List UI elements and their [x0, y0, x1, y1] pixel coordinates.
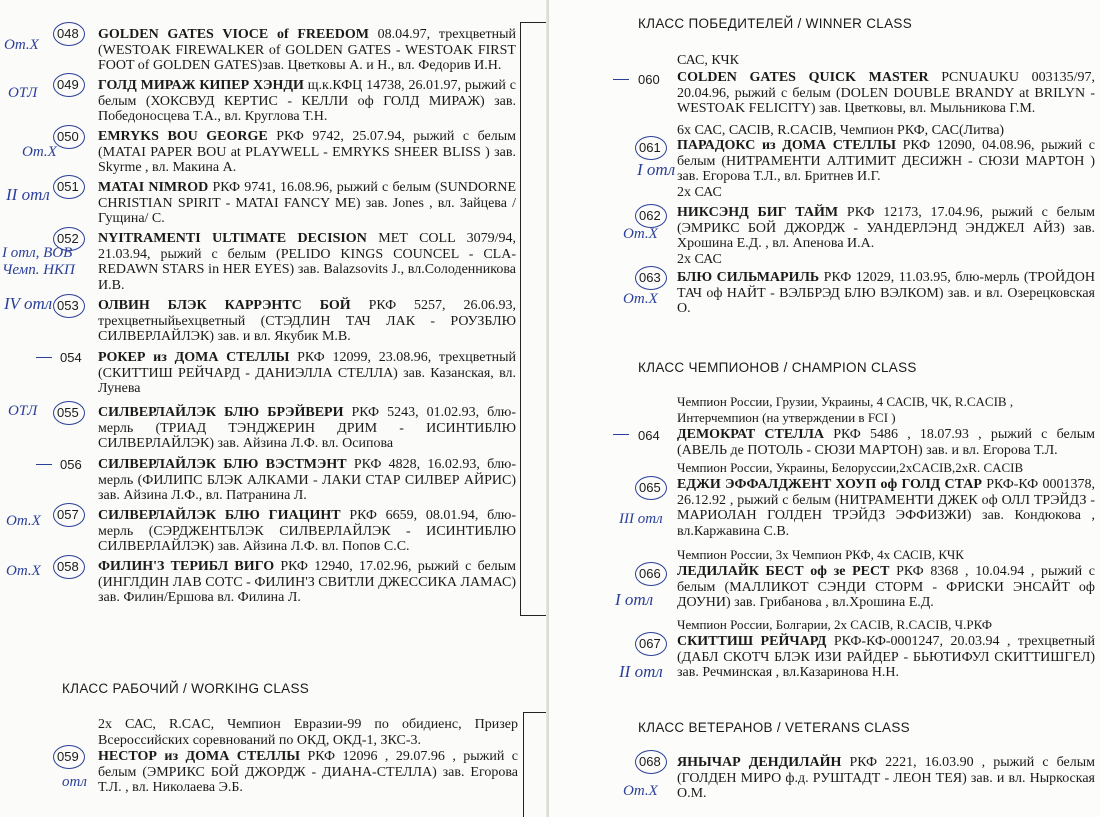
dog-name: MATAI NIMROD	[98, 180, 209, 195]
catalog-entry	[98, 298, 516, 345]
entry-number: 067	[639, 636, 661, 651]
dog-name: СИЛВЕРЛАЙЛЭК БЛЮ ГИАЦИНТ	[98, 508, 341, 523]
handwritten-grade: От.Х	[623, 291, 658, 307]
entry-titles: 2х САС	[677, 252, 722, 267]
entry-details: РКФ 6659, 08.01.94, блю-мерль (СЭРДЖЕНТБЛЭК СИЛВЕРЛАЙЛЭК - ИСИНТИБЛЮ СИЛВЕРЛАЙЛЭК) зав. Айзина Л.Ф. вл. Попов С.С.	[98, 508, 516, 555]
catalog-entry	[677, 70, 1095, 117]
entry-titles: Чемпион России, 3х Чемпион РКФ, 4х САСIB, КЧК	[677, 547, 964, 562]
catalog-entry	[677, 270, 1095, 317]
handwritten-grade: I отл	[637, 160, 676, 179]
dash-mark	[36, 357, 52, 358]
handwritten-grade: IV отл	[4, 294, 53, 313]
handwritten-grade: От.Х	[6, 563, 41, 579]
entry-details: РКФ 9742, 25.07.94, рыжий с белым (MATAI PAPER BOU at PLAYWELL - EMRYKS SHEER BLISS ) зав. Skyrme , вл. Макина А.	[98, 129, 516, 176]
entry-number: 060	[638, 72, 660, 87]
entry-details: РКФ 12090, 04.08.96, рыжий с белым (НИТРАМЕНТИ АЛТИМИТ ДЕСИЖН - СЮЗИ МАРТОН ) зав. Егорова Т.Л., вл. Бритнев И.Г.	[677, 138, 1095, 185]
catalog-entry	[677, 755, 1095, 802]
catalog-entry	[677, 564, 1095, 611]
catalog-entry	[98, 350, 516, 397]
catalog-entry	[677, 205, 1095, 252]
handwritten-grade: ОТЛ	[8, 85, 38, 101]
catalog-entry	[98, 180, 516, 227]
handwritten-grade: От.Х	[6, 513, 41, 529]
dog-name: СКИТТИШ РЕЙЧАРД	[677, 634, 827, 649]
catalog-entry	[677, 634, 1095, 681]
right-page	[549, 0, 1100, 817]
catalog-entry	[98, 749, 518, 796]
section-heading-veterans: КЛАСС ВЕТЕРАНОВ / VETERANS CLASS	[638, 720, 910, 735]
section-heading-champion: КЛАСС ЧЕМПИОНОВ / CHAMPION CLASS	[638, 360, 917, 375]
dog-name: СИЛВЕРЛАЙЛЭК БЛЮ БРЭЙВЕРИ	[98, 405, 344, 420]
entry-details: РКФ 9741, 16.08.96, рыжий с белым (SUNDORNE CHRISTIAN SPIRIT - MATAI FANCY ME) зав. Jones , вл. Зайцева /Гущина/ С.	[98, 180, 517, 227]
handwritten-grade: От.Х	[623, 226, 658, 242]
dog-name: ДЕМОКРАТ СТЕЛЛА	[677, 427, 824, 442]
dog-name: ГОЛД МИРАЖ КИПЕР ХЭНДИ	[98, 78, 304, 93]
dog-name: ПАРАДОКС из ДОМА СТЕЛЛЫ	[677, 138, 896, 153]
catalog-entry	[98, 129, 516, 176]
catalog-entry	[677, 138, 1095, 185]
entry-details: MET COLL 3079/94, 21.03.94, рыжий с белым (PELIDO KINGS COUNCEL - CLA-REDAWN STARS in HER EYES) зав. Balazsovits J., вл.Солоденникова И.В.	[98, 231, 516, 293]
dash-mark	[613, 79, 629, 80]
entry-details: РКФ 2221, 16.03.90 , рыжий с белым (ГОЛДЕН МИРО ф.д. РУШТАДТ - ЛЕОН ТЕЯ) зав. и вл. Ныркоская О.М.	[677, 755, 1095, 802]
dog-name: ЕДЖИ ЭФФАЛДЖЕНТ ХОУП оф ГОЛД СТАР	[677, 477, 982, 492]
left-page	[0, 0, 549, 817]
handwritten-grade: II отл	[6, 185, 50, 204]
handwritten-grade: отл	[62, 774, 87, 790]
entry-number: 055	[57, 405, 79, 420]
section-heading-winner: КЛАСС ПОБЕДИТЕЛЕЙ / WINNER CLASS	[638, 16, 913, 31]
entry-details: 08.04.97, трехцветный (WESTOAK FIREWALKER of GOLDEN GATES - WESTOAK FIRST FOOT of GOLDEN GATES)зав. Цветковы А. и Н., вл. Федорив И.Н.	[98, 27, 516, 74]
dog-name: БЛЮ СИЛЬМАРИЛЬ	[677, 270, 820, 285]
entry-number: 056	[60, 457, 82, 472]
dash-mark	[36, 464, 52, 465]
dog-name: ЯНЫЧАР ДЕНДИЛАЙН	[677, 755, 842, 770]
entry-details: РКФ 12940, 17.02.96, рыжий с белым (ИНГЛДИН ЛАВ СОТС - ФИЛИН'З СВИТЛИ ДЖЕССИКА ЛАМАС) зав. Филин/Ершова вл. Филина Л.	[98, 559, 516, 606]
entry-titles: 6х САС, САСIB, R.CACIB, Чемпион РКФ, САС(Литва)	[677, 123, 1005, 138]
dog-name: НИКСЭНД БИГ ТАЙМ	[677, 205, 839, 220]
entry-details: PCNUAUKU 003135/97, 20.04.96, рыжий с белым (DOLEN DOUBLE BRANDY at BRILYN - WESTOAK FELICITY) зав. Цветковы, вл. Мыльникова Г.М.	[677, 70, 1095, 117]
entry-number: 061	[639, 140, 661, 155]
result-box	[520, 22, 548, 616]
entry-details: РКФ 5486 , 18.07.93 , рыжий с белым (АВЕЛЬ де ПОТОЛЬ - СЮЗИ МАРТОН) зав. и вл. Егорова Т.Л.	[677, 427, 1095, 458]
result-box	[523, 712, 548, 817]
entry-details: щ.к.КФЦ 14738, 26.01.97, рыжий с белым (ХОКСВУД КЕРТИС - КЕЛЛИ оф ГОЛД МИРАЖ) зав. Победоносцева Т.А., вл. Круглова Т.Н.	[98, 78, 516, 125]
entry-titles: Чемпион России, Болгарии, 2х CACIB, R.CACIB, Ч.РКФ	[677, 617, 992, 632]
entry-number: 062	[639, 208, 661, 223]
dash-mark	[613, 434, 629, 435]
handwritten-grade: I отл	[615, 590, 654, 609]
section-heading-working: КЛАСС РАБОЧИЙ / WORKIHG CLASS	[62, 681, 310, 696]
entry-details: РКФ 12173, 17.04.96, рыжий с белым (ЭМРИКС БОЙ ДЖОРДЖ - УАНДЕРЛЭНД ЭНДЖЕЛ АЙЗ) зав. Хрошина Е.Д. , вл. Апенова И.А.	[677, 205, 1095, 252]
entry-number: 065	[639, 480, 661, 495]
entry-details: РКФ-КФ-0001247, 20.03.94 , трехцветный (ДАБЛ СКОТЧ БЛЭК ИЗИ РАЙДЕР - БЬЮТИФУЛ СКИТТИШГЕЛ) зав. Речминская , вл.Казаринова Н.Н.	[677, 634, 1095, 681]
handwritten-grade: От.Х	[22, 144, 57, 160]
dog-name: ЛЕДИЛАЙК БЕСТ оф зе РЕСТ	[677, 564, 890, 579]
handwritten-grade: От.Х	[623, 783, 658, 799]
dog-name: ФИЛИН'З ТЕРИБЛ ВИГО	[98, 559, 275, 574]
entry-titles: Чемпион России, Грузии, Украины, 4 САСIB, ЧК, R.CACIB , Интерчемпион (на утверждении в FCI )	[677, 394, 1014, 425]
entry-details: РКФ 5243, 01.02.93, блю-мерль (ТРИАД ТЭНДЖЕРИН ДРИМ - ИСИНТИБЛЮ СИЛВЕРЛАЙЛЭК) зав. Айзина Л.Ф. вл. Осипова	[98, 405, 517, 452]
entry-number: 053	[57, 298, 79, 313]
entry-titles: САС, КЧК	[677, 53, 739, 68]
handwritten-title: Чемп. НКП	[2, 262, 75, 278]
catalog-entry	[98, 559, 516, 606]
entry-details: РКФ 5257, 26.06.93, трехцветныйьехцветный (СТЭДЛИН ТАЧ ЛАК - РОУЗБЛЮ СИЛВЕРЛАЙЛЭК) зав. и вл. Якубик М.В.	[98, 298, 516, 345]
dog-name: GOLDEN GATES VIOCE of FREEDOM	[98, 27, 369, 42]
entry-number: 063	[639, 270, 661, 285]
entry-titles: Чемпион России, Украины, Белоруссии,2хCACIB,2хR. CACIB	[677, 460, 1024, 475]
catalog-entry	[677, 427, 1095, 458]
entry-titles: 2х САС	[677, 185, 722, 200]
catalog-entry	[98, 508, 516, 555]
handwritten-grade: II отл	[619, 662, 663, 681]
dog-name: EMRYKS BOU GEORGE	[98, 129, 268, 144]
catalog-entry	[98, 457, 516, 504]
entry-number: 068	[639, 754, 661, 769]
handwritten-grade: III отл	[619, 511, 663, 527]
catalog-entry	[98, 27, 516, 74]
entry-details: РКФ-КФ 0001378, 26.12.92 , рыжий с белым (НИТРАМЕНТИ ДЖЕК оф ОЛЛ ТРЭЙДЗ - МАРИОЛАН ГОЛДЕН ТРЭЙДЗ ЭФФИЗЖИ) зав. Кондюкова , вл.Каржавина С.В.	[677, 477, 1095, 539]
entry-number: 054	[60, 350, 82, 365]
entry-number: 057	[57, 507, 79, 522]
entry-details: РКФ 12099, 23.08.96, трехцветный (СКИТТИШ РЕЙЧАРД - ДАНИЭЛЛА СТЕЛЛА) зав. Казанская, вл. Лунева	[98, 350, 516, 397]
dog-name: ОЛВИН БЛЭК КАРРЭНТС БОЙ	[98, 298, 351, 313]
dog-name: РОКЕР из ДОМА СТЕЛЛЫ	[98, 350, 290, 365]
entry-details: РКФ 8368 , 10.04.94 , рыжий с белым (МАЛЛИКОТ СЭНДИ СТОРМ - ФРИСКИ ЭНСАЙТ оф ДОУНИ) зав. Грибанова , вл.Хрошина Е.Д.	[677, 564, 1095, 611]
entry-number: 051	[57, 179, 79, 194]
entry-number: 050	[57, 129, 79, 144]
entry-number: 052	[57, 231, 79, 246]
entry-number: 059	[57, 749, 79, 764]
dog-name: СИЛВЕРЛАЙЛЭК БЛЮ ВЭСТМЭНТ	[98, 457, 347, 472]
entry-number: 048	[57, 26, 79, 41]
dog-name: NYITRAMENTI ULTIMATE DECISION	[98, 231, 367, 246]
catalog-entry	[677, 477, 1095, 539]
handwritten-grade: ОТЛ	[8, 403, 38, 419]
dog-name: COLDEN GATES QUICK MASTER	[677, 70, 929, 85]
entry-number: 064	[638, 428, 660, 443]
entry-number: 058	[57, 559, 79, 574]
catalog-entry	[98, 405, 516, 452]
entry-details: РКФ 4828, 16.02.93, блю-мерль (ФИЛИПС БЛЭК АЛКАМИ - ЛАКИ СТАР СИЛВЕР АЙРИС) зав. Айзина Л.Ф., вл. Патранина Л.	[98, 457, 516, 504]
entry-details: РКФ 12029, 11.03.95, блю-мерль (ТРОЙДОН ТАЧ оф НАЙТ - ВЭЛБРЭД БЛЮ ВЭЛКОМ) зав. и вл. Озерецковская О.	[677, 270, 1096, 317]
catalog-entry	[98, 78, 516, 125]
entry-number: 066	[639, 566, 661, 581]
catalog-entry	[98, 231, 516, 293]
dog-name: НЕСТОР из ДОМА СТЕЛЛЫ	[98, 749, 301, 764]
handwritten-grade: I отл, BOB	[2, 245, 73, 261]
handwritten-grade: От.Х	[4, 37, 39, 53]
entry-details: РКФ 12096 , 29.07.96 , рыжий с белым (ЭМРИКС БОЙ ДЖОРДЖ - ДИАНА-СТЕЛЛА) зав. Егорова Т.Л. , вл. Николаева Э.Б.	[98, 749, 518, 796]
entry-number: 049	[57, 77, 79, 92]
entry-titles: 2х САС, R.CAC, Чемпион Евразии-99 по обидиенс, Призер Всероссийских соревнований по ОКД, ОКД-1, ЗКС-3.	[98, 717, 518, 748]
